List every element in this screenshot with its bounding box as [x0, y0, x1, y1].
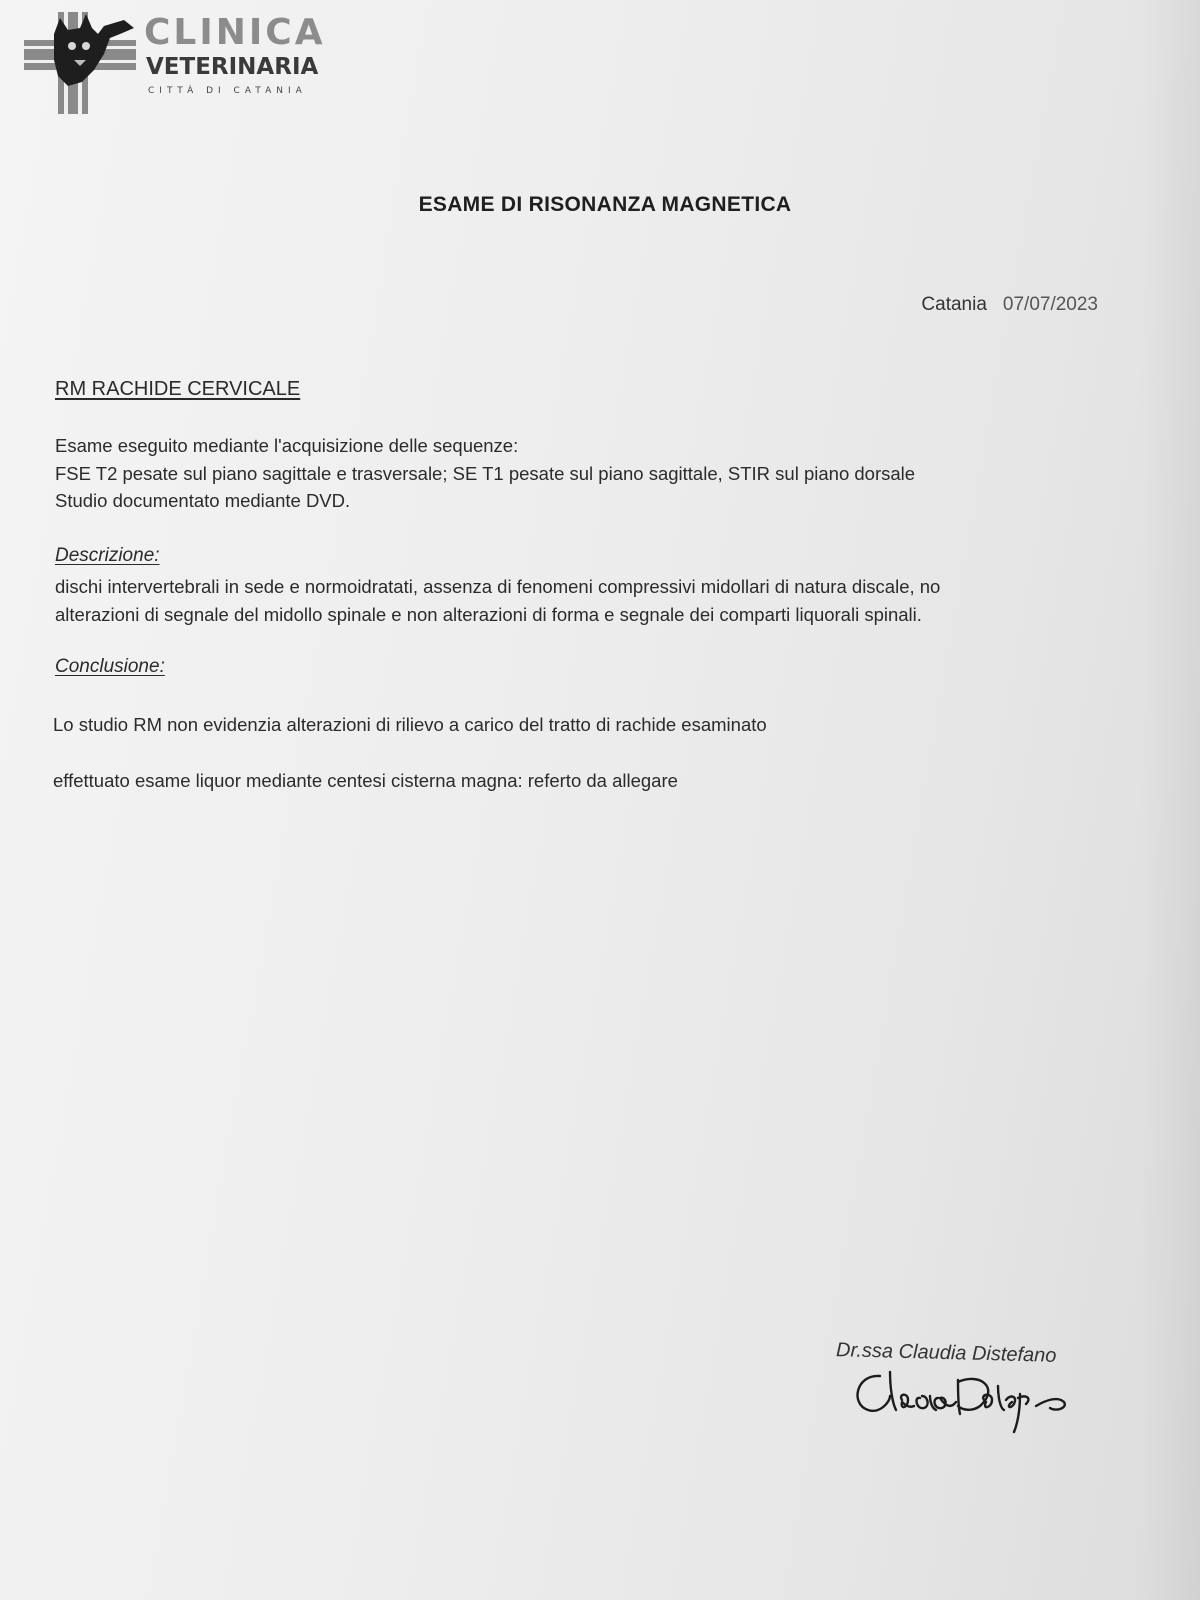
description-line-2: alterazioni di segnale del midollo spinale e non alterazioni di forma e segnale dei comparti liquorali spinali. [55, 604, 922, 625]
date: 07/07/2023 [1002, 294, 1098, 315]
acquisition-line-3: Studio documentato mediante DVD. [55, 490, 351, 511]
conclusion-line-2: effettuato esame liquor mediante centesi cisterna magna: referto da allegare [53, 770, 678, 791]
conclusion-line-1: Lo studio RM non evidenzia alterazioni di rilievo a carico del tratto di rachide esaminato [53, 714, 767, 735]
description-label: Descrizione: [55, 545, 160, 566]
description-line-1: dischi intervertebrali in sede e normoidratati, assenza di fenomeni compressivi midollari di natura discale, no [55, 576, 941, 597]
place-date [921, 294, 1098, 316]
page-shadow [1140, 0, 1200, 1600]
veterinary-cross-icon [24, 4, 144, 116]
document-title: ESAME DI RISONANZA MAGNETICA [418, 193, 792, 216]
section-heading: RM RACHIDE CERVICALE [55, 378, 301, 400]
place: Catania [921, 294, 987, 315]
acquisition-line-1: Esame eseguito mediante l'acquisizione delle sequenze: [55, 435, 519, 456]
handwritten-signature [850, 1366, 1110, 1436]
logo-clinica-text: CLINICA [144, 12, 326, 53]
clinic-logo [24, 4, 334, 116]
signature-name: Dr.ssa Claudia Distefano [835, 1339, 1057, 1367]
conclusion-label: Conclusione: [55, 656, 165, 677]
acquisition-line-2: FSE T2 pesate sul piano sagittale e trasversale; SE T1 pesate sul piano sagittale, STIR sul piano dorsale [55, 463, 916, 484]
logo-city-text: CITTÀ DI CATANIA [148, 86, 307, 96]
logo-veterinaria-text: VETERINARIA [146, 54, 319, 80]
